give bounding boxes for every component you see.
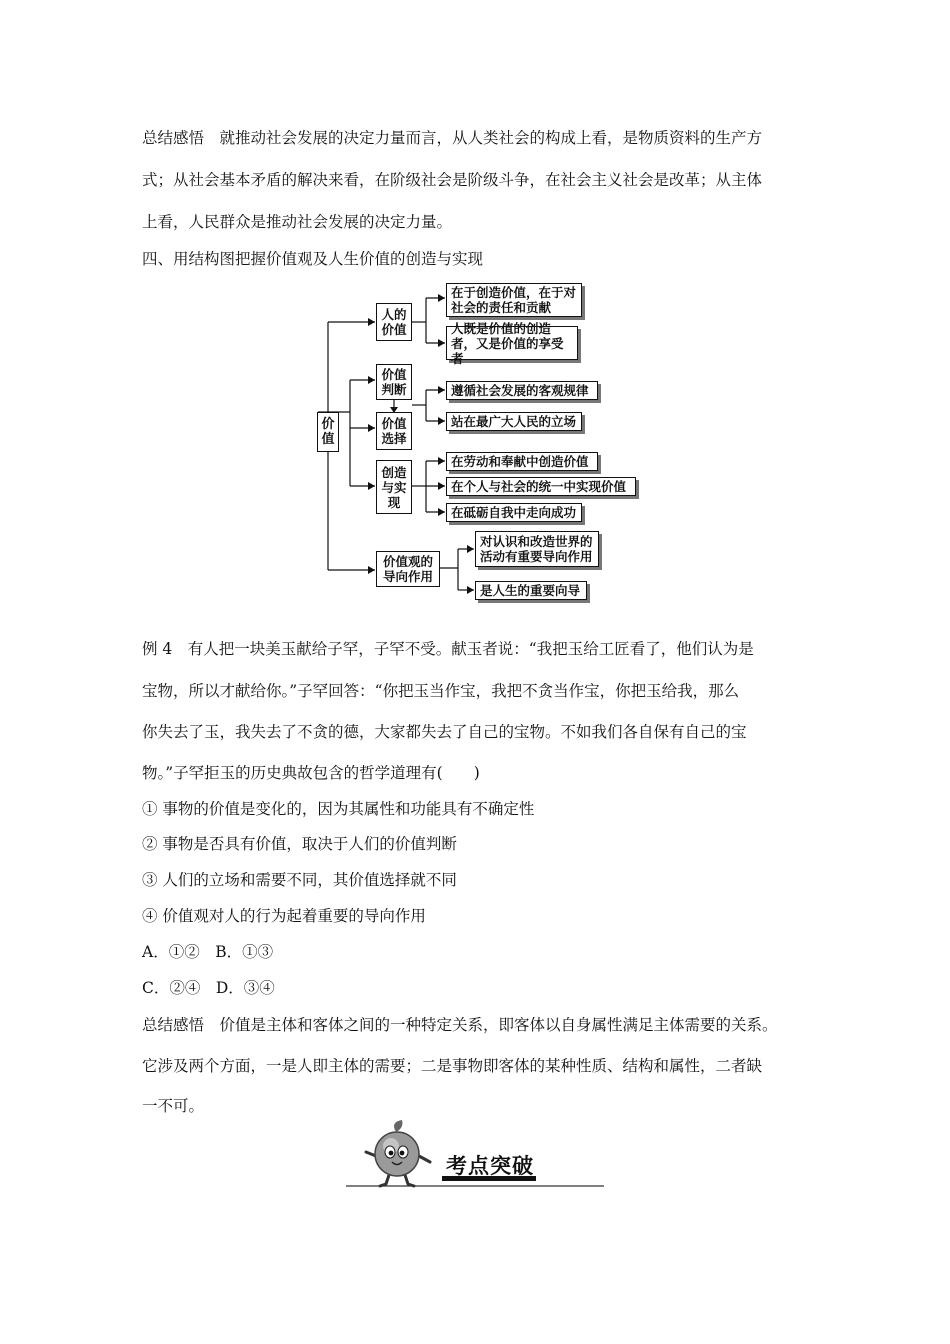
example4-line-1: 例 4 有人把一块美玉献给子罕，子罕不受。献玉者说：“我把玉给工匠看了，他们认为是 <box>142 640 754 658</box>
leaf-laodong-fengxian: 在劳动和奉献中创造价值 <box>446 452 598 471</box>
choices-cd: C．②④ D．③④ <box>142 979 275 997</box>
leaf-chuangzaozhe: 人既是价值的创造者，又是价值的享受者 <box>446 326 578 360</box>
option-3: ③ 人们的立场和需要不同，其价值选择就不同 <box>142 871 457 889</box>
example4-line-4: 物。”子罕拒玉的历史典故包含的哲学道理有( ) <box>142 764 480 782</box>
option-1: ① 事物的价值是变化的，因为其属性和功能具有不确定性 <box>142 800 535 818</box>
leaf-rensheng-xiangdao: 是人生的重要向导 <box>475 581 587 600</box>
section-title: 四、用结构图把握价值观及人生价值的创造与实现 <box>142 250 484 268</box>
summary2-line-2: 它涉及两个方面，一是人即主体的需要；二是事物即客体的某种性质、结构和属性，二者缺 <box>142 1057 763 1075</box>
leaf-keguan-guilv: 遵循社会发展的客观规律 <box>446 381 598 400</box>
option-2: ② 事物是否具有价值，取决于人们的价值判断 <box>142 835 457 853</box>
choices-ab: A．①② B．①③ <box>142 943 274 961</box>
summary1-line-2: 式；从社会基本矛盾的解决来看，在阶级社会是阶级斗争，在社会主义社会是改革；从主体 <box>142 171 763 189</box>
leaf-chuangzao-jiazhi: 在于创造价值，在于对社会的责任和贡献 <box>446 283 582 317</box>
summary2-line-1: 总结感悟 价值是主体和客体之间的一种特定关系，即客体以自身属性满足主体需要的关系。 <box>142 1016 778 1034</box>
example4-line-3: 你失去了玉，我失去了不贪的德，大家都失去了自己的宝物。不如我们各自保有自己的宝 <box>142 723 747 741</box>
option-4: ④ 价值观对人的行为起着重要的导向作用 <box>142 907 426 925</box>
summary1-line-1: 总结感悟 就推动社会发展的决定力量而言，从人类社会的构成上看，是物质资料的生产方 <box>142 129 763 147</box>
node-ren-de-jiazhi: 人的价值 <box>376 303 412 341</box>
diagram-root: 价值 <box>317 412 339 452</box>
fruit-mascot-icon <box>366 1120 430 1186</box>
node-jiazhi-xuanze: 价值选择 <box>376 412 412 450</box>
summary2-line-3: 一不可。 <box>142 1097 205 1115</box>
leaf-dili-ziwo: 在砥砺自我中走向成功 <box>446 503 582 522</box>
node-chuangzao-shixian: 创造与实现 <box>376 460 412 514</box>
example4-line-2: 宝物，所以才献给你。”子罕回答：“你把玉当作宝，我把不贪当作宝，你把玉给我，那么 <box>142 682 740 700</box>
node-daoxiang-zuoyong: 价值观的导向作用 <box>376 551 440 587</box>
leaf-renshi-gaizao: 对认识和改造世界的活动有重要导向作用 <box>475 531 599 567</box>
leaf-geren-shehui: 在个人与社会的统一中实现价值 <box>446 477 636 496</box>
node-jiazhi-panduan: 价值判断 <box>376 364 412 400</box>
leaf-renmin-lichang: 站在最广大人民的立场 <box>446 412 582 431</box>
banner-title: 考点突破 <box>446 1154 534 1178</box>
summary1-line-3: 上看，人民群众是推动社会发展的决定力量。 <box>142 213 453 231</box>
